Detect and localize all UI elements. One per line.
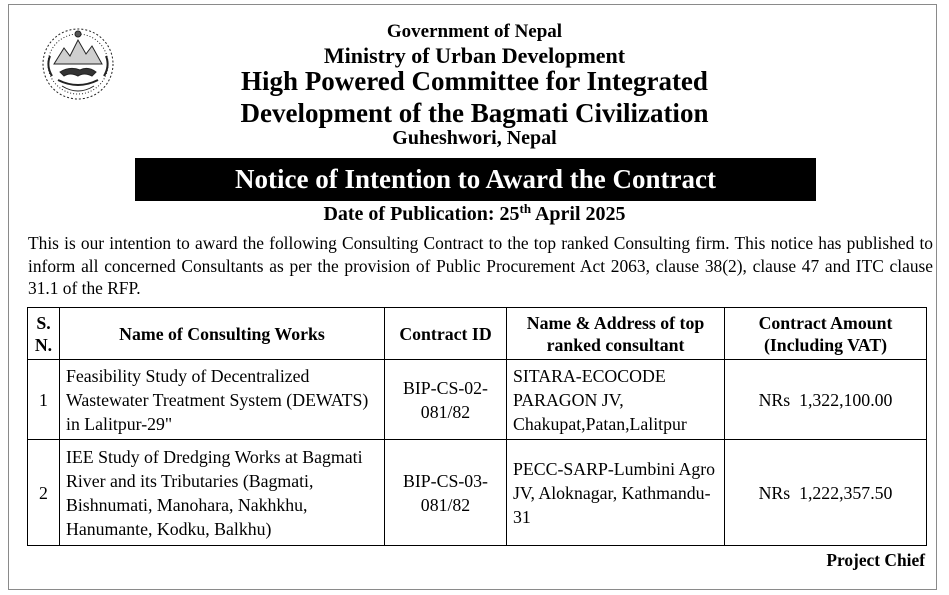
header-committee-line2: Development of the Bagmati Civilization — [240, 98, 709, 128]
header-ministry: Ministry of Urban Development — [323, 43, 626, 68]
header-committee-line1: High Powered Committee for Integrated — [241, 66, 708, 96]
header-sn — [28, 308, 60, 360]
header-government: Government of Nepal — [386, 21, 563, 42]
header-consultant-line2: ranked consultant — [546, 334, 685, 355]
header-committee — [0, 65, 949, 129]
header-amount-line2: (Including VAT) — [763, 334, 888, 355]
header-contract-id: Contract ID — [385, 308, 507, 360]
header-amount — [725, 308, 927, 360]
row-sn: 2 — [28, 440, 60, 546]
notice-title-banner — [135, 158, 816, 201]
publication-date-rest: April 2025 — [531, 203, 626, 225]
row-contract-id: BIP-CS-02-081/82 — [385, 360, 507, 440]
intro-paragraph: This is our intention to award the following Consulting Contract to the top ranked Consulting firm. This notice has published to inform all concerned Consultants as per the provision of Public Procurement Act 2063, clause 38(2), clause 47 and ITC clause 31.1 of the RFP. — [28, 233, 933, 298]
table-row — [28, 440, 927, 546]
row-consultant: SITARA-ECOCODE PARAGON JV, Chakupat,Patan,Lalitpur — [507, 360, 725, 440]
table-row — [28, 360, 927, 440]
notice-title: Notice of Intention to Award the Contract — [235, 164, 716, 194]
publication-date-suffix: th — [519, 201, 532, 216]
row-work-name: Feasibility Study of Decentralized Wastewater Treatment System (DEWATS) in Lalitpur-29" — [60, 360, 385, 440]
publication-date-label: Date of Publication: 25 — [323, 203, 520, 225]
row-amount: NRs 1,322,100.00 — [725, 360, 927, 440]
row-amount: NRs 1,222,357.50 — [725, 440, 927, 546]
header-consultant — [507, 308, 725, 360]
row-contract-id: BIP-CS-03-081/82 — [385, 440, 507, 546]
header-sn-line2: N. — [34, 334, 53, 355]
header-consultant-line1: Name & Address of top — [526, 312, 705, 333]
row-consultant: PECC-SARP-Lumbini Agro JV, Aloknagar, Kathmandu-31 — [507, 440, 725, 546]
row-sn: 1 — [28, 360, 60, 440]
signatory: Project Chief — [826, 550, 925, 570]
consulting-works-table — [27, 307, 927, 546]
header-sn-line1: S. — [36, 312, 51, 333]
row-work-name: IEE Study of Dredging Works at Bagmati River and its Tributaries (Bagmati, Bishnumati, Manohara, Nakhkhu, Hanumante, Kodku, Balkhu) — [60, 440, 385, 546]
header-name: Name of Consulting Works — [60, 308, 385, 360]
publication-date — [0, 203, 949, 226]
header-amount-line1: Contract Amount — [758, 312, 893, 333]
table-header-row — [28, 308, 927, 360]
header-location: Guheshwori, Nepal — [392, 127, 557, 149]
